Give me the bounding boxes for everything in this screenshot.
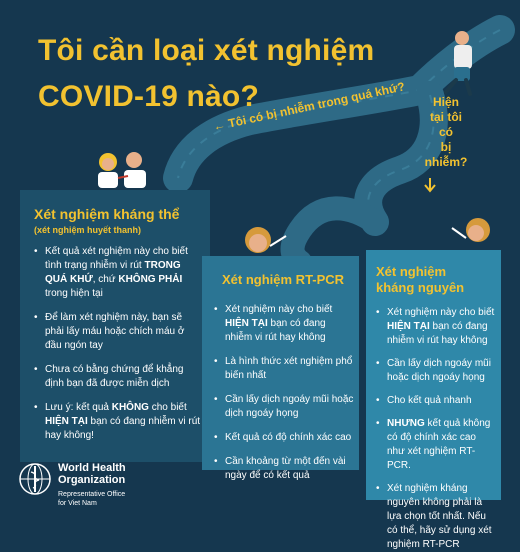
who-text: [58, 462, 126, 508]
item-emphasis: HIỆN TẠI: [45, 416, 88, 427]
list-item: • Cần lấy dịch ngoáy mũi hoặc dịch ngoáy họng: [376, 357, 496, 385]
list-item: • Kết quả có độ chính xác cao: [214, 431, 354, 445]
antigen-list: [376, 306, 496, 552]
antigen-test-panel: [366, 250, 501, 550]
item-text: bạn có đang nhiễm vi rút hay không: [225, 318, 326, 343]
item-emphasis: KHÔNG PHẢI: [118, 274, 183, 285]
current-infection-line: có: [438, 125, 453, 139]
title-line-1: Tôi cần loại xét nghiệm: [38, 34, 375, 67]
past-infection-label: ← Tôi có bị nhiễm trong quá khứ?: [212, 79, 407, 134]
item-text: Xét nghiệm này cho biết: [387, 307, 495, 318]
antibody-list: [34, 245, 202, 443]
list-item: • Cần khoảng từ một đến vài ngày để có kết quả: [214, 455, 354, 483]
item-text: Kết quả xét nghiệm này cho biết tình trạng nhiễm vi rút: [45, 246, 188, 271]
item-text: trong hiện tại: [45, 288, 103, 299]
title-line-2: COVID-19 nào?: [38, 80, 259, 113]
who-name-line: World Health: [58, 462, 126, 474]
list-item: • Là hình thức xét nghiệm phổ biến nhất: [214, 355, 354, 383]
who-logo: [18, 458, 148, 514]
person-antigen-icon: [452, 218, 490, 242]
who-office-line: for Viet Nam: [58, 500, 97, 507]
item-emphasis: HIỆN TẠI: [225, 318, 268, 329]
item-text: Xét nghiệm này cho biết: [225, 304, 333, 315]
list-item: [34, 245, 202, 301]
current-infection-line: tại tôi: [430, 110, 462, 124]
antigen-title-line: kháng nguyên: [376, 280, 465, 295]
who-office: [58, 490, 126, 508]
list-item: [376, 306, 496, 348]
list-item: [376, 417, 496, 473]
pcr-title: Xét nghiệm RT-PCR: [222, 272, 345, 287]
antibody-subtitle: (xét nghiệm huyết thanh): [34, 225, 142, 235]
item-text: Lưu ý: kết quả: [45, 402, 112, 413]
who-name: [58, 462, 126, 486]
current-infection-line: nhiễm?: [424, 155, 468, 169]
current-infection-line: bị: [440, 140, 452, 154]
item-emphasis: NHƯNG: [387, 418, 425, 429]
who-emblem-icon: [18, 462, 52, 496]
who-name-line: Organization: [58, 474, 126, 486]
antibody-test-panel: [20, 190, 210, 462]
item-emphasis: TRONG QUÁ KHỨ: [45, 260, 181, 285]
item-emphasis: HIỆN TẠI: [387, 321, 430, 332]
people-illustration: [98, 152, 146, 188]
item-text: cho biết: [148, 402, 187, 413]
pcr-list: [214, 303, 354, 483]
item-text: kết quả không có độ chính xác cao như xét nghiệm RT-PCR.: [387, 418, 491, 471]
arrow-down-icon: [425, 178, 435, 191]
list-item: [34, 401, 202, 443]
who-office-line: Representative Office: [58, 491, 126, 498]
current-infection-label: [424, 95, 468, 170]
pcr-test-panel: [202, 256, 359, 481]
winding-path-lower: [293, 208, 376, 262]
current-infection-line: Hiện: [432, 95, 459, 109]
list-item: • Cần lấy dịch ngoáy mũi hoặc dịch ngoáy họng: [214, 393, 354, 421]
antigen-title: [376, 264, 501, 296]
item-emphasis: KHÔNG: [111, 402, 149, 413]
person-pcr-icon: [245, 227, 286, 253]
item-text: bạn có đang nhiễm vi rút hay không: [387, 321, 488, 346]
antigen-title-line: Xét nghiệm: [376, 264, 447, 279]
list-item: • Để làm xét nghiệm này, bạn sẽ phải lấy máu hoặc chích máu ở đầu ngón tay: [34, 311, 202, 353]
item-text: , chứ: [92, 274, 119, 285]
list-item: [214, 303, 354, 345]
item-text: bạn có đang nhiễm vi rút hay không!: [45, 416, 201, 441]
list-item: • Cho kết quả nhanh: [376, 394, 496, 408]
antibody-title: Xét nghiệm kháng thể: [34, 206, 180, 222]
list-item: • Xét nghiệm kháng nguyên không phải là lựa chọn tốt nhất. Nếu có thể, hãy sử dụng xét nghiệm RT-PCR: [376, 482, 496, 552]
list-item: • Chưa có bằng chứng để khẳng định bạn đã được miễn dịch: [34, 363, 202, 391]
